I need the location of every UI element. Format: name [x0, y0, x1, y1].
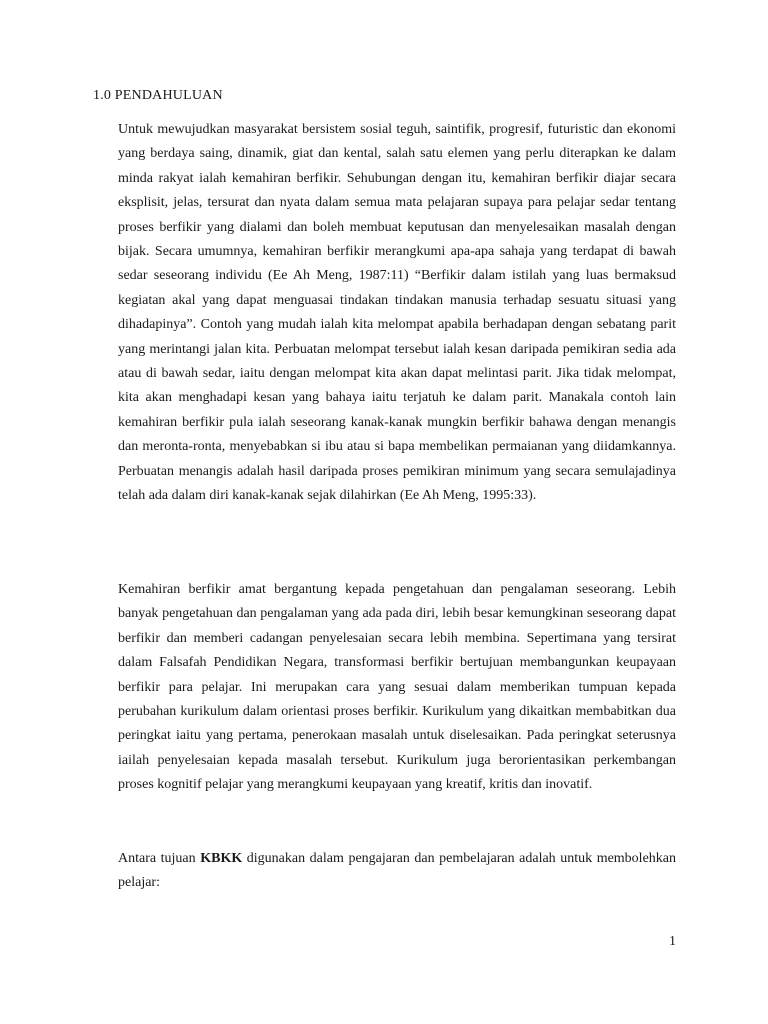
paragraph-kbkk-objectives — [118, 847, 676, 896]
paragraph-thinking-skills: Kemahiran berfikir amat bergantung kepada pengetahuan dan pengalaman seseorang. Lebih banyak pengetahuan dan pengalaman yang ada pada diri, lebih besar kemungkinan seseorang dapat berfikir dan memberi cadangan penyelesaian secara lebih membina. Sepertimana yang tersirat dalam Falsafah Pendidikan Negara, transformasi berfikir bertujuan membangunkan keupayaan berfikir para pelajar. Ini merupakan cara yang sesuai dalam memberikan tumpuan kepada perubahan kurikulum dalam orientasi proses berfikir. Kurikulum yang dikaitkan membabitkan dua peringkat iaitu yang pertama, penerokaan masalah untuk diselesaikan. Pada peringkat seterusnya iailah penyelesaian kepada masalah tersebut. Kurikulum juga berorientasikan perkembangan proses kognitif pelajar yang merangkumi keupayaan yang kreatif, kritis dan inovatif. — [118, 582, 676, 793]
paragraph-3-lead-text: Antara tujuan — [118, 851, 201, 866]
paragraph-introduction: Untuk mewujudkan masyarakat bersistem sosial teguh, saintifik, progresif, futuristic dan ekonomi yang berdaya saing, dinamik, giat dan kental, salah satu elemen yang perlu diterapkan ke dalam minda rakyat ialah kemahiran berfikir. Sehubungan dengan itu, kemahiran berfikir diajar secara eksplisit, jelas, tersurat dan nyata dalam semua mata pelajaran supaya para pelajar sedar tentang proses berfikir yang dialami dan boleh membuat keputusan dan menyelesaikan masalah dengan bijak. Secara umumnya, kemahiran berfikir merangkumi apa-apa sahaja yang terdapat di bawah sedar seseorang individu (Ee Ah Meng, 1987:11) “Berfikir dalam istilah yang luas bermaksud kegiatan akal yang dapat menguasai tindakan tindakan manusia terhadap sesuatu situasi yang dihadapinya”. Contoh yang mudah ialah kita melompat apabila berhadapan dengan sebatang parit yang merintangi jalan kita. Perbuatan melompat tersebut ialah kesan daripada pemikiran sedia ada atau di bawah sedar, iaitu dengan melompat kita akan dapat melintasi parit. Jika tidak melompat, kita akan menghadapi kesan yang bahaya iaitu terjatuh ke dalam parit. Manakala contoh lain kemahiran berfikir pula ialah seseorang kanak-kanak mungkin berfikir bahawa dengan menangis dan meronta-ronta, menyebabkan si ibu atau si bapa membelikan permaianan yang diidamkannya. Perbuatan menangis adalah hasil daripada proses pemikiran minimum yang secara semulajadinya telah ada dalam diri kanak-kanak sejak dilahirkan (Ee Ah Meng, 1995:33). — [118, 122, 676, 504]
section-heading: 1.0 PENDAHULUAN — [93, 88, 223, 103]
kbkk-term: KBKK — [200, 851, 243, 866]
page-number: 1 — [669, 934, 676, 949]
paragraph-3-trailing-text: digunakan dalam pengajaran dan pembelajaran adalah untuk membolehkan pelajar: — [118, 851, 676, 891]
